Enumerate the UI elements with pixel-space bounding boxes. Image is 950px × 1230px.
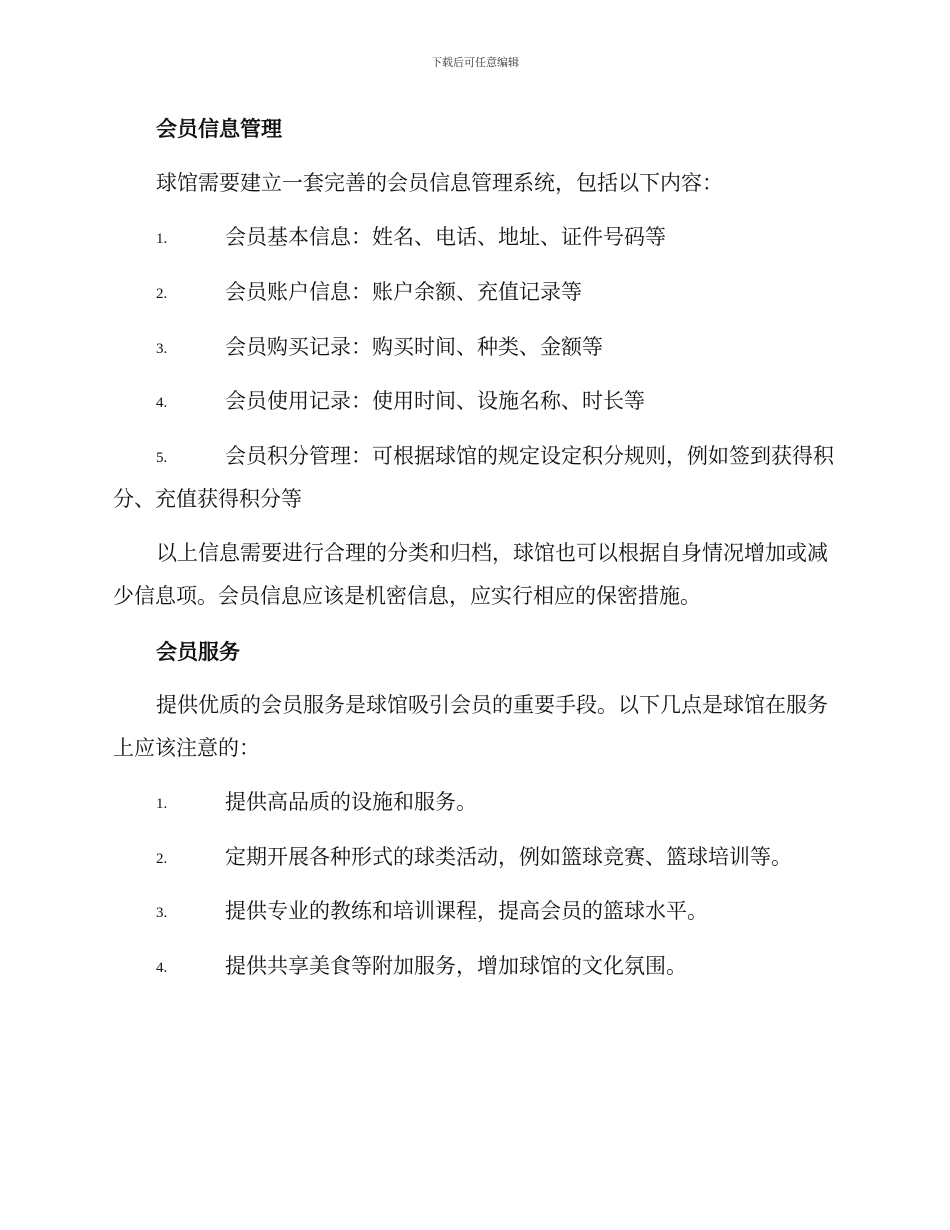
- list-text: 会员基本信息：姓名、电话、地址、证件号码等: [225, 225, 666, 249]
- list-text: 提供专业的教练和培训课程，提高会员的篮球水平。: [225, 899, 708, 923]
- list-number: 1.: [156, 231, 168, 247]
- list-number: 2.: [156, 851, 168, 867]
- page-header: 下载后可任意编辑: [431, 56, 519, 69]
- list-text: 会员账户信息：账户余额、充值记录等: [225, 280, 582, 304]
- list-number: 1.: [156, 796, 168, 812]
- section-title-member-service: 会员服务: [156, 640, 240, 664]
- list-number: 3.: [156, 341, 168, 357]
- list-text: 定期开展各种形式的球类活动，例如篮球竞赛、篮球培训等。: [225, 845, 792, 869]
- list-number: 5.: [156, 450, 168, 466]
- list-number: 2.: [156, 286, 168, 302]
- list-text: 会员购买记录：购买时间、种类、金额等: [225, 335, 603, 359]
- list-text: 提供高品质的设施和服务。: [225, 790, 477, 814]
- list-number: 4.: [156, 395, 168, 411]
- section2-intro: 提供优质的会员服务是球馆吸引会员的重要手段。以下几点是球馆在服务上应该注意的：: [113, 693, 828, 760]
- list-text: 会员积分管理：可根据球馆的规定设定积分规则，例如签到获得积分、充值获得积分等: [113, 444, 834, 511]
- list-text: 提供共享美食等附加服务，增加球馆的文化氛围。: [225, 954, 687, 978]
- list-number: 4.: [156, 960, 168, 976]
- list-number: 3.: [156, 905, 168, 921]
- section1-intro: 球馆需要建立一套完善的会员信息管理系统，包括以下内容：: [156, 171, 723, 195]
- list-text: 会员使用记录：使用时间、设施名称、时长等: [225, 389, 645, 413]
- section-title-member-info: 会员信息管理: [156, 117, 282, 141]
- section1-closing: 以上信息需要进行合理的分类和归档，球馆也可以根据自身情况增加或减少信息项。会员信息应该是机密信息，应实行相应的保密措施。: [113, 541, 828, 608]
